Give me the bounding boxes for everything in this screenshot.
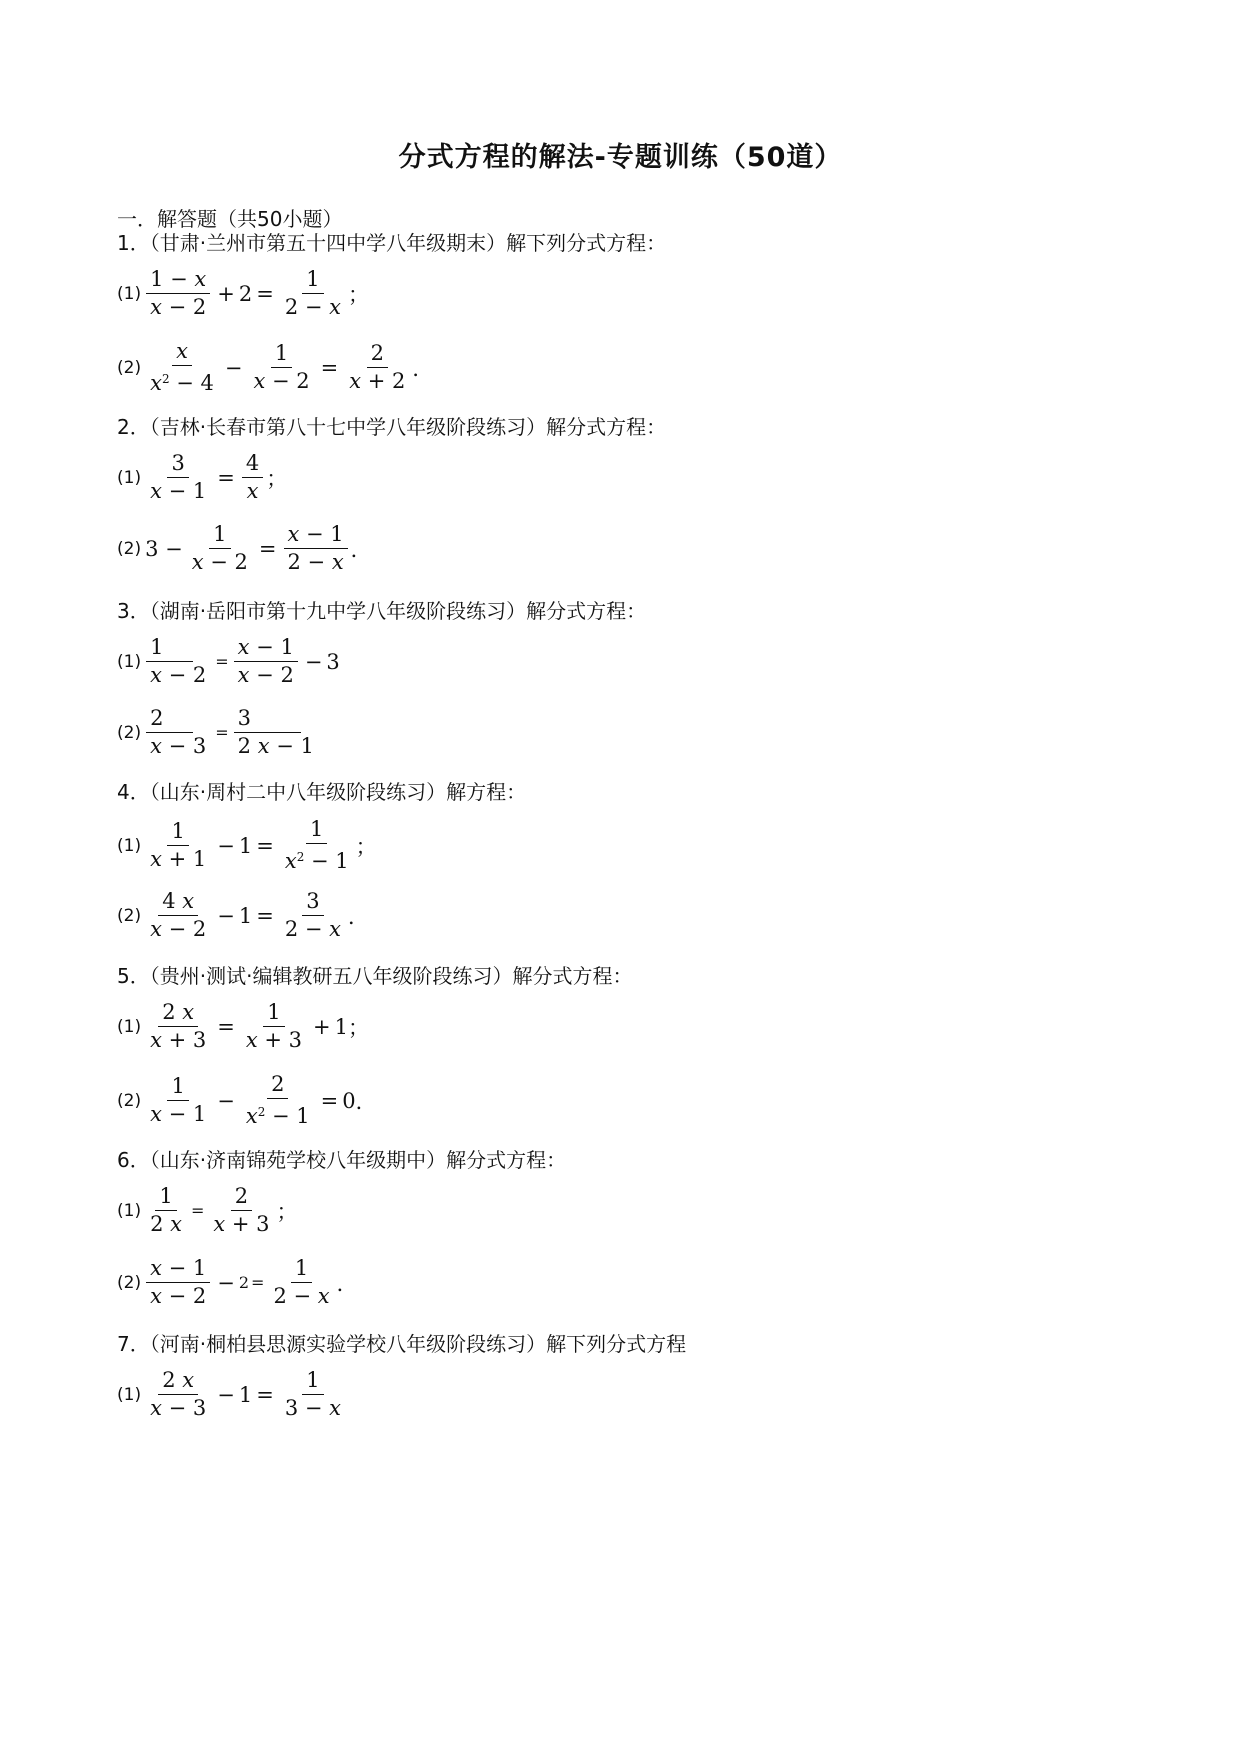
q3-eq-1: (1) $\frac{1}{x - 2}$ = $\frac{x - 1}{x - 2}$ − 3 [117,635,340,687]
q7-eq-1: (1) $\frac{2 x}{x - 3}$ − 1 = $\frac{1}{3 - x}$ [117,1368,341,1420]
question-4: 4．（山东·周村二中八年级阶段练习）解方程： [117,780,527,804]
section-heading: 一．解答题（共50小题） [117,207,343,231]
q3-eq-2: (2) $\frac{2}{x - 3}$ = $\frac{3}{2 x - 1}$ [117,706,314,758]
q1-eq-2: (2) $\frac{x}{x^2 - 4}$ − $\frac{1}{x - 2}$ = $\frac{2}{x + 2}$ ． [117,339,434,395]
q2-eq-2: (2) 3 − $\frac{1}{x - 2}$ = $\frac{x - 1}{2 - x}$ ． [117,522,372,574]
question-6: 6．（山东·济南锦苑学校八年级期中）解分式方程： [117,1148,567,1172]
q4-eq-1: (1) $\frac{1}{x + 1}$ − 1 = $\frac{1}{x^2 - 1}$ ； [117,817,377,873]
q4-eq-2: (2) $\frac{4 x}{x - 2}$ − 1 = $\frac{3}{2 - x}$ ． [117,889,369,941]
question-3: 3．（湖南·岳阳市第十九中学八年级阶段练习）解分式方程： [117,599,647,623]
question-2: 2．（吉林·长春市第八十七中学八年级阶段练习）解分式方程： [117,415,667,439]
page-title: 分式方程的解法-专题训练（50道） [398,142,843,173]
q5-eq-1: (1) $\frac{2 x}{x + 3}$ = $\frac{1}{x + 3}$ + 1 ； [117,1000,369,1052]
q5-eq-2: (2) $\frac{1}{x - 1}$ − $\frac{2}{x^2 - 1}$ = 0 ． [117,1072,377,1128]
q2-eq-1: (1) $\frac{3}{x - 1}$ = $\frac{4}{x}$ ； [117,451,288,503]
question-7: 7．（河南·桐柏县思源实验学校八年级阶段练习）解下列分式方程 [117,1332,687,1356]
question-5: 5．（贵州·测试·编辑教研五八年级阶段练习）解分式方程： [117,964,633,988]
q1-eq-1: (1) $\frac{1 - x}{x - 2}$ + 2 = $\frac{1}{2 - x}$ ； [117,267,369,319]
question-1: 1．（甘肃·兰州市第五十四中学八年级期末）解下列分式方程： [117,231,667,255]
q6-eq-2: (2) $\frac{x - 1}{x - 2}$ − 2 = $\frac{1}{2 - x}$ ． [117,1256,358,1308]
q6-eq-1: (1) $\frac{1}{2 x}$ = $\frac{2}{x + 3}$ ； [117,1184,298,1236]
